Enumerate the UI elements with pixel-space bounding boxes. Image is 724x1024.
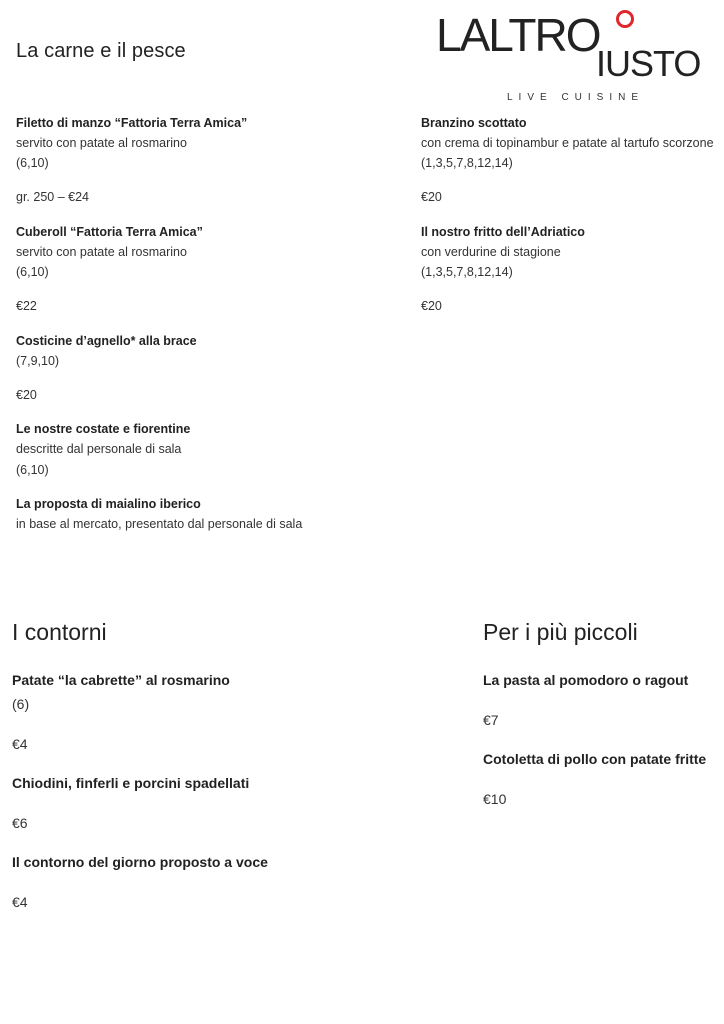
menu-item-desc: descritte dal personale di sala <box>16 442 182 456</box>
menu-item-allergens: (1,3,5,7,8,12,14) <box>421 156 513 170</box>
menu-item-name: Cotoletta di pollo con patate fritte <box>483 751 707 767</box>
menu-item-desc: servito con patate al rosmarino <box>16 245 187 259</box>
section-title-piccoli: Per i più piccoli <box>483 619 638 645</box>
logo-tagline: LIVE CUISINE <box>507 92 645 103</box>
menu-item-price: €6 <box>12 815 28 831</box>
menu-item-price: €22 <box>16 299 37 313</box>
logo-red-dot-icon <box>616 10 634 28</box>
menu-item-desc: in base al mercato, presentato dal personale di sala <box>16 517 303 531</box>
menu-item-name: Il contorno del giorno proposto a voce <box>12 854 268 870</box>
menu-item-price: €20 <box>421 299 442 313</box>
menu-item-price: €4 <box>12 894 28 910</box>
menu-item-allergens: (6,10) <box>16 156 49 170</box>
menu-item-name: Chiodini, finferli e porcini spadellati <box>12 775 250 791</box>
menu-item-allergens: (1,3,5,7,8,12,14) <box>421 265 513 279</box>
menu-item-name: La pasta al pomodoro o ragout <box>483 672 689 688</box>
menu-item-name: Le nostre costate e fiorentine <box>16 422 191 436</box>
menu-item-price: €20 <box>16 388 37 402</box>
logo-text-line1: LALTRO <box>436 9 600 61</box>
menu-item-name: Filetto di manzo “Fattoria Terra Amica” <box>16 116 248 130</box>
menu-item-name: Il nostro fritto dell’Adriatico <box>421 225 585 239</box>
menu-item-name: Costicine d’agnello* alla brace <box>16 334 197 348</box>
menu-item-allergens: (7,9,10) <box>16 354 60 368</box>
menu-item-price: €10 <box>483 791 507 807</box>
section-title-contorni: I contorni <box>12 619 107 645</box>
menu-item-price: €4 <box>12 736 28 752</box>
menu-item-allergens: (6,10) <box>16 265 49 279</box>
menu-item-price: €20 <box>421 190 442 204</box>
menu-item-name: Cuberoll “Fattoria Terra Amica” <box>16 225 203 239</box>
menu-item-desc: con crema di topinambur e patate al tartufo scorzone <box>421 136 714 150</box>
menu-item-desc: con verdurine di stagione <box>421 245 561 259</box>
menu-item-price: gr. 250 – €24 <box>16 190 89 204</box>
restaurant-logo <box>436 8 701 104</box>
menu-item-name: Patate “la cabrette” al rosmarino <box>12 672 230 688</box>
menu-item-name: Branzino scottato <box>421 116 527 130</box>
menu-item-allergens: (6) <box>12 696 30 712</box>
menu-item-allergens: (6,10) <box>16 463 49 477</box>
logo-text-line2: IUSTO <box>596 43 701 84</box>
menu-item-desc: servito con patate al rosmarino <box>16 136 187 150</box>
menu-item-price: €7 <box>483 712 499 728</box>
section-title-carne-pesce: La carne e il pesce <box>16 40 186 62</box>
menu-item-name: La proposta di maialino iberico <box>16 497 201 511</box>
